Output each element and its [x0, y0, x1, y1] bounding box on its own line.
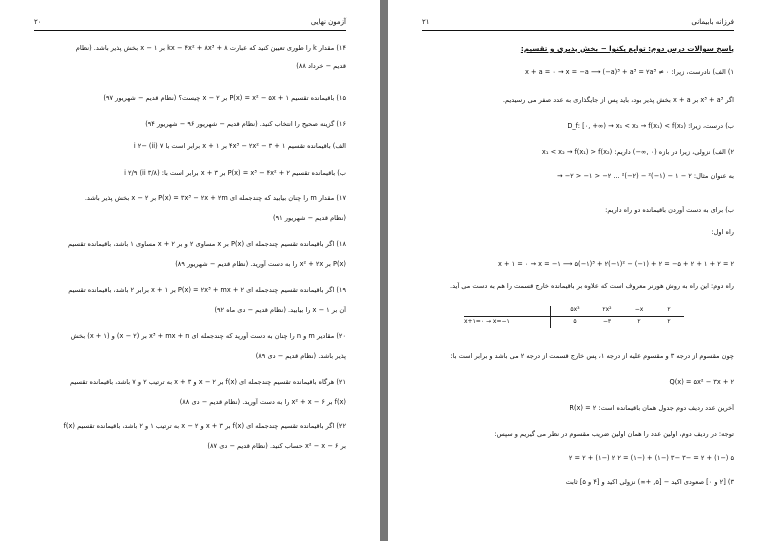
- horner-table: [464, 306, 684, 330]
- solution-line: ب) برای به دست آوردن باقیمانده دو راه داریم:: [605, 206, 734, 214]
- solution-line: Q(x) = ۵x² − ۳x + ۲: [669, 378, 734, 386]
- horner-divider-vertical: [550, 306, 551, 328]
- right-page: [388, 0, 768, 541]
- left-page-header: [34, 18, 346, 32]
- horner-cell: ۵x³: [570, 306, 580, 313]
- solution-line: اگر x³ + a³ بر x + a بخش پذیر بود، باید پس از جایگذاری به عدد صفر می رسیدیم.: [502, 96, 734, 104]
- problem-line: قدیم − خرداد ۸۸): [296, 62, 346, 70]
- page-gutter: [380, 0, 388, 541]
- solution-line: توجه: در ردیف دوم، اولین عدد را همان اولین ضریب مقسوم در نظر می گیریم و سپس:: [494, 430, 734, 438]
- right-page-title: فرزانه بابیمانی: [691, 18, 734, 26]
- problem-line: پذیر باشد. (نظام قدیم − دی ۸۹): [255, 352, 346, 360]
- horner-cell: −۳: [602, 318, 612, 325]
- horner-cell: ۲: [667, 306, 671, 313]
- horner-cell: ۲x²: [602, 306, 612, 313]
- problem-line: ۱۹) اگر باقیمانده تقسیم چندجمله ای P(x) = ۲x³ + mx + ۲ بر x + ۱ برابر ۲ باشد، باقیمانده تقسیم: [68, 286, 346, 294]
- solution-line: ۵ (−۱) + ۲ = −۳ −۳ (−۱) + (−۱) = ۲ ۲ (−۱) + ۲ = ۲: [568, 454, 734, 462]
- problem-line: آن بر x − ۱ را بیابید. (نظام قدیم − دی ماه ۹۲): [214, 306, 346, 314]
- problem-line: ۱۷) مقدار m را چنان بیابید که چندجمله ای P(x) = ۳x³ − ۲x + ۲m بر x − ۲ بخش پذیر باشد.: [84, 194, 346, 202]
- header-rule: [422, 30, 734, 31]
- problem-line: f(x) بر x² + x − ۶ را به دست آورید. (نظام قدیم − دی ۸۸): [179, 398, 346, 406]
- problem-line: ۲۰) مقادیر m و n را چنان به دست آورید که چندجمله ای x³ + mx + n بر (x − ۲) و (x + ۱) بخش: [70, 332, 346, 340]
- problem-line: بر x² − x − ۶ حساب کنید. (نظام قدیم − دی ۸۷): [207, 442, 346, 450]
- problem-line: ۲۲) اگر باقیمانده تقسیم چندجمله ای f(x) بر x + ۳ و x − ۲ به ترتیب ۱ و ۲ باشد، باقیمانده تقسیم f(x): [63, 422, 346, 430]
- horner-cell: −x: [634, 306, 644, 313]
- right-page-number: ۲۱: [422, 18, 430, 26]
- solution-line: چون مقسوم از درجه ۳ و مقسوم علیه از درجه ۱، پس خارج قسمت از درجه ۲ می باشد و برابر است با:: [450, 352, 734, 360]
- horner-divider-horizontal: [464, 316, 684, 317]
- solution-line: ۳) [۲ و ۰] صعودی اکید − [۵, +∞) نزولی اکید و [۴ و ۵] ثابت: [565, 478, 734, 486]
- problem-line: ۱۴) مقدار k را طوری تعیین کنید که عبارت ۸ + kx − ۴x² + ۸x³ بر x − ۱ بخش پذیر باشد. (نظام: [75, 44, 346, 52]
- solution-line: ب) درست، زیرا: D_f: [۰, +∞) → x₁ < x₂ → f(x₁) < f(x₂): [567, 122, 734, 130]
- horner-row-coefficients: [464, 306, 684, 316]
- solution-line: به عنوان مثال: ۲ − ۱ − (۱−)² − (۲−)² ... ۲− < ۱− < ۲− →: [556, 172, 734, 180]
- problem-line: ب) باقیمانده تقسیم P(x) = x³ − ۴x² + ۲ بر x + ۳ برابر است با: (i ۲/۹ (ii ۳/۸: [124, 169, 346, 177]
- solution-line: راه دوم: این راه به روش هورنر معروف است که علاوه بر باقیمانده خارج قسمت را هم به دست می آید.: [449, 282, 734, 290]
- problem-line: الف) باقیمانده تقسیم ۴x³ − ۲x² − ۳ + ۱ بر x + ۱ برابر است با ۷ (i ۲− (ii: [133, 142, 346, 150]
- solution-line: راه اول:: [711, 228, 734, 236]
- solution-line: ۱) الف) نادرست، زیرا: x + a = ۰ → x = −a ⟶ (−a)³ + a³ = ۲a³ ≠ ۰: [525, 68, 734, 76]
- problem-line: (نظام قدیم − شهریور ۹۱): [273, 214, 346, 222]
- solution-line: ۲) الف) نزولی، زیرا در بازه (۰ ,∞−) داریم: x₁ < x₂ → f(x₁) > f(x₂): [541, 148, 734, 156]
- left-page: [0, 0, 380, 541]
- solution-line: x + ۱ = ۰ → x = −۱ ⟶ ۵(−۱)³ + ۲(−۱)² − (−۱) + ۲ = −۵ + ۲ + ۱ + ۲ = ۲: [498, 260, 734, 268]
- problem-line: ۱۶) گزینه صحیح را انتخاب کنید. (نظام قدیم − شهریور ۹۶ − شهریور ۹۴): [145, 120, 346, 128]
- problem-line: P(x) بر x² + ۲x را به دست آورید. (نظام قدیم − شهریور ۸۹): [175, 260, 346, 268]
- problem-line: ۲۱) هرگاه باقیمانده تقسیم چندجمله ای f(x) بر x − ۲ و x + ۳ به ترتیب ۲ و ۷ باشد، باقیمانده تقسیم: [69, 378, 346, 386]
- horner-row-result: [464, 318, 684, 328]
- horner-cell: ۲: [667, 318, 671, 325]
- left-page-title: آزمون نهایی: [310, 18, 346, 26]
- right-page-header: [422, 18, 734, 32]
- solution-line: آخرین عدد ردیف دوم جدول همان باقیمانده است: R(x) = ۲: [569, 404, 734, 412]
- section-title: پاسخ سوالات درس دوم: توابع یکنوا − بخش پذیری و تقسیم:: [520, 44, 734, 53]
- horner-row-label: x+۱=۰ → x=−۱: [464, 318, 510, 325]
- horner-cell: ۵: [573, 318, 577, 325]
- left-page-number: ۲۰: [34, 18, 42, 26]
- problem-line: ۱۸) اگر باقیمانده تقسیم چندجمله ای P(x) بر x مساوی ۲ و بر x + ۲ مساوی ۱ باشد، باقیمانده تقسیم: [68, 240, 346, 248]
- header-rule: [34, 30, 346, 31]
- problem-line: ۱۵) باقیمانده تقسیم P(x) = x² − ۵x + ۱ بر x − ۲ چیست؟ (نظام قدیم − شهریور ۹۷): [103, 94, 346, 102]
- horner-cell: ۲: [637, 318, 641, 325]
